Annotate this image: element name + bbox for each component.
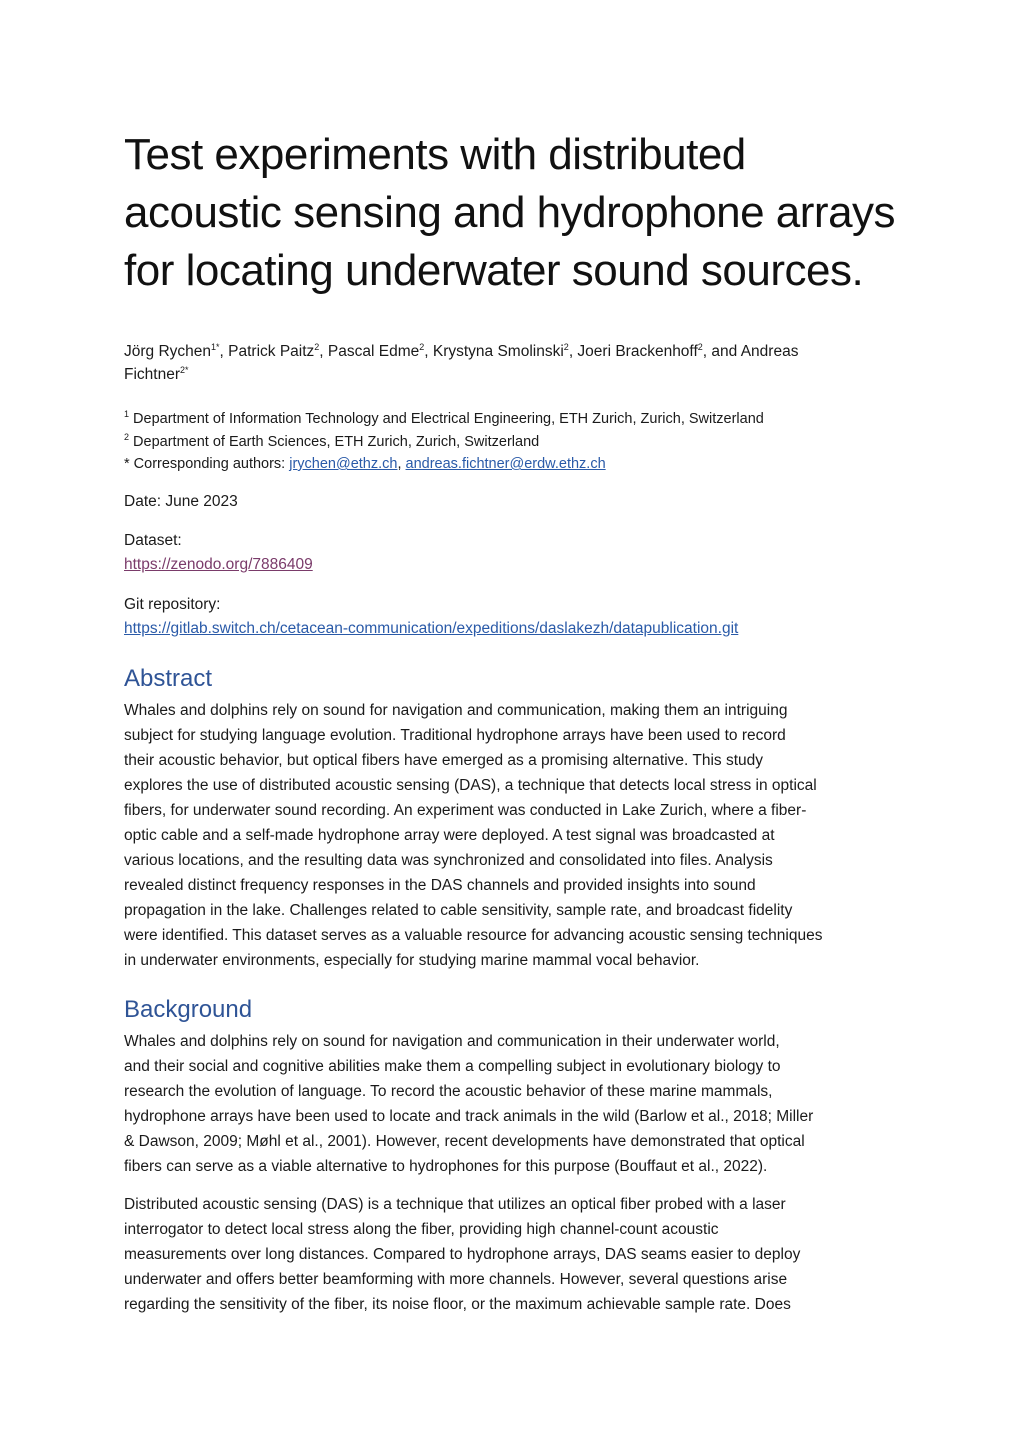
affiliations: [124, 408, 904, 476]
text-line: fibers, for underwater sound recording. An experiment was conducted in Lake Zurich, where a fiber-: [124, 802, 807, 819]
background-paragraph-2: [124, 1192, 904, 1317]
background-heading: Background: [124, 996, 253, 1023]
text-line: revealed distinct frequency responses in the DAS channels and provided insights into sound: [124, 877, 756, 894]
text-line: & Dawson, 2009; Møhl et al., 2001). However, recent developments have demonstrated that optical: [124, 1133, 805, 1150]
author-name: , Joeri Brackenhoff: [568, 343, 698, 360]
abstract-paragraph: [124, 698, 904, 973]
text-line: underwater and offers better beamforming with more channels. However, several questions arise: [124, 1271, 788, 1288]
author-affil-marker: 2: [697, 341, 703, 352]
text-line: and their social and cognitive abilities make them a compelling subject in evolutionary biology to: [124, 1058, 781, 1075]
affil-number: 1: [124, 409, 130, 420]
text-line: various locations, and the resulting data was synchronized and consolidated into files. Analysis: [124, 852, 773, 869]
text-line: explores the use of distributed acoustic sensing (DAS), a technique that detects local stress in optical: [124, 777, 817, 794]
text-line: propagation in the lake. Challenges related to cable sensitivity, sample rate, and broadcast fidelity: [124, 902, 793, 919]
author-line: [124, 363, 904, 386]
affiliation-2: [124, 431, 904, 454]
author-name: , Krystyna Smolinski: [424, 343, 564, 360]
affil-text: Department of Earth Sciences, ETH Zurich, Zurich, Switzerland: [129, 433, 540, 450]
author-affil-marker: 2: [563, 341, 569, 352]
corresponding-authors: [124, 453, 904, 476]
author-affil-marker: 2: [314, 341, 320, 352]
author-affil-marker: 1*: [211, 341, 220, 352]
text-line: optic cable and a self-made hydrophone array were deployed. A test signal was broadcasted at: [124, 827, 775, 844]
abstract-heading: Abstract: [124, 665, 213, 692]
author-name: Fichtner: [124, 366, 180, 383]
email-link-rychen[interactable]: jrychen@ethz.ch: [289, 456, 398, 472]
dataset-block: [124, 529, 904, 577]
git-label: Git repository:: [124, 596, 221, 613]
author-affil-marker: 2: [419, 341, 425, 352]
text-line: Whales and dolphins rely on sound for navigation and communication in their underwater world,: [124, 1033, 780, 1050]
affil-text: Department of Information Technology and Electrical Engineering, ETH Zurich, Zurich, Switzerland: [129, 411, 764, 427]
email-link-fichtner[interactable]: andreas.fichtner@erdw.ethz.ch: [405, 456, 606, 472]
text-line: research the evolution of language. To record the acoustic behavior of these marine mammals,: [124, 1083, 773, 1100]
author-name: , Pascal Edme: [319, 343, 420, 360]
date-line: Date: June 2023: [124, 493, 238, 510]
dataset-link[interactable]: https://zenodo.org/7886409: [124, 556, 313, 573]
git-block: [124, 593, 904, 641]
paper-title: [124, 126, 904, 300]
text-line: subject for studying language evolution. Traditional hydrophone arrays have been used to record: [124, 727, 786, 744]
affil-number: 2: [124, 431, 130, 442]
email-separator: ,: [397, 456, 406, 472]
text-line: their acoustic behavior, but optical fibers have emerged as a promising alternative. This study: [124, 752, 763, 769]
affiliation-1: [124, 408, 904, 431]
author-list: [124, 340, 904, 386]
git-repository-link[interactable]: https://gitlab.switch.ch/cetacean-communication/expeditions/daslakezh/datapublication.git: [124, 620, 739, 637]
author-affil-marker: 2*: [180, 364, 189, 375]
text-line: regarding the sensitivity of the fiber, its noise floor, or the maximum achievable sample rate. Does: [124, 1296, 791, 1313]
text-line: were identified. This dataset serves as a valuable resource for advancing acoustic sensing techniques: [124, 927, 823, 944]
author-name: , and Andreas: [702, 343, 799, 360]
corr-label: * Corresponding authors:: [124, 456, 290, 472]
dataset-label: Dataset:: [124, 532, 182, 549]
text-line: measurements over long distances. Compared to hydrophone arrays, DAS seams easier to deploy: [124, 1246, 801, 1263]
background-paragraph-1: [124, 1029, 904, 1179]
author-name: Jörg Rychen: [124, 343, 212, 360]
text-line: fibers can serve as a viable alternative to hydrophones for this purpose (Bouffaut et al., 2022).: [124, 1158, 768, 1175]
title-line: Test experiments with distributed: [124, 130, 746, 179]
title-line: for locating underwater sound sources.: [124, 246, 864, 295]
text-line: in underwater environments, especially for studying marine mammal vocal behavior.: [124, 952, 700, 969]
author-name: , Patrick Paitz: [219, 343, 315, 360]
text-line: Whales and dolphins rely on sound for navigation and communication, making them an intriguing: [124, 702, 788, 719]
text-line: hydrophone arrays have been used to locate and track animals in the wild (Barlow et al., 2018; Miller: [124, 1108, 814, 1125]
title-line: acoustic sensing and hydrophone arrays: [124, 188, 896, 237]
author-line: [124, 340, 904, 363]
text-line: interrogator to detect local stress along the fiber, providing high channel-count acoustic: [124, 1221, 719, 1238]
text-line: Distributed acoustic sensing (DAS) is a technique that utilizes an optical fiber probed with a laser: [124, 1196, 786, 1213]
